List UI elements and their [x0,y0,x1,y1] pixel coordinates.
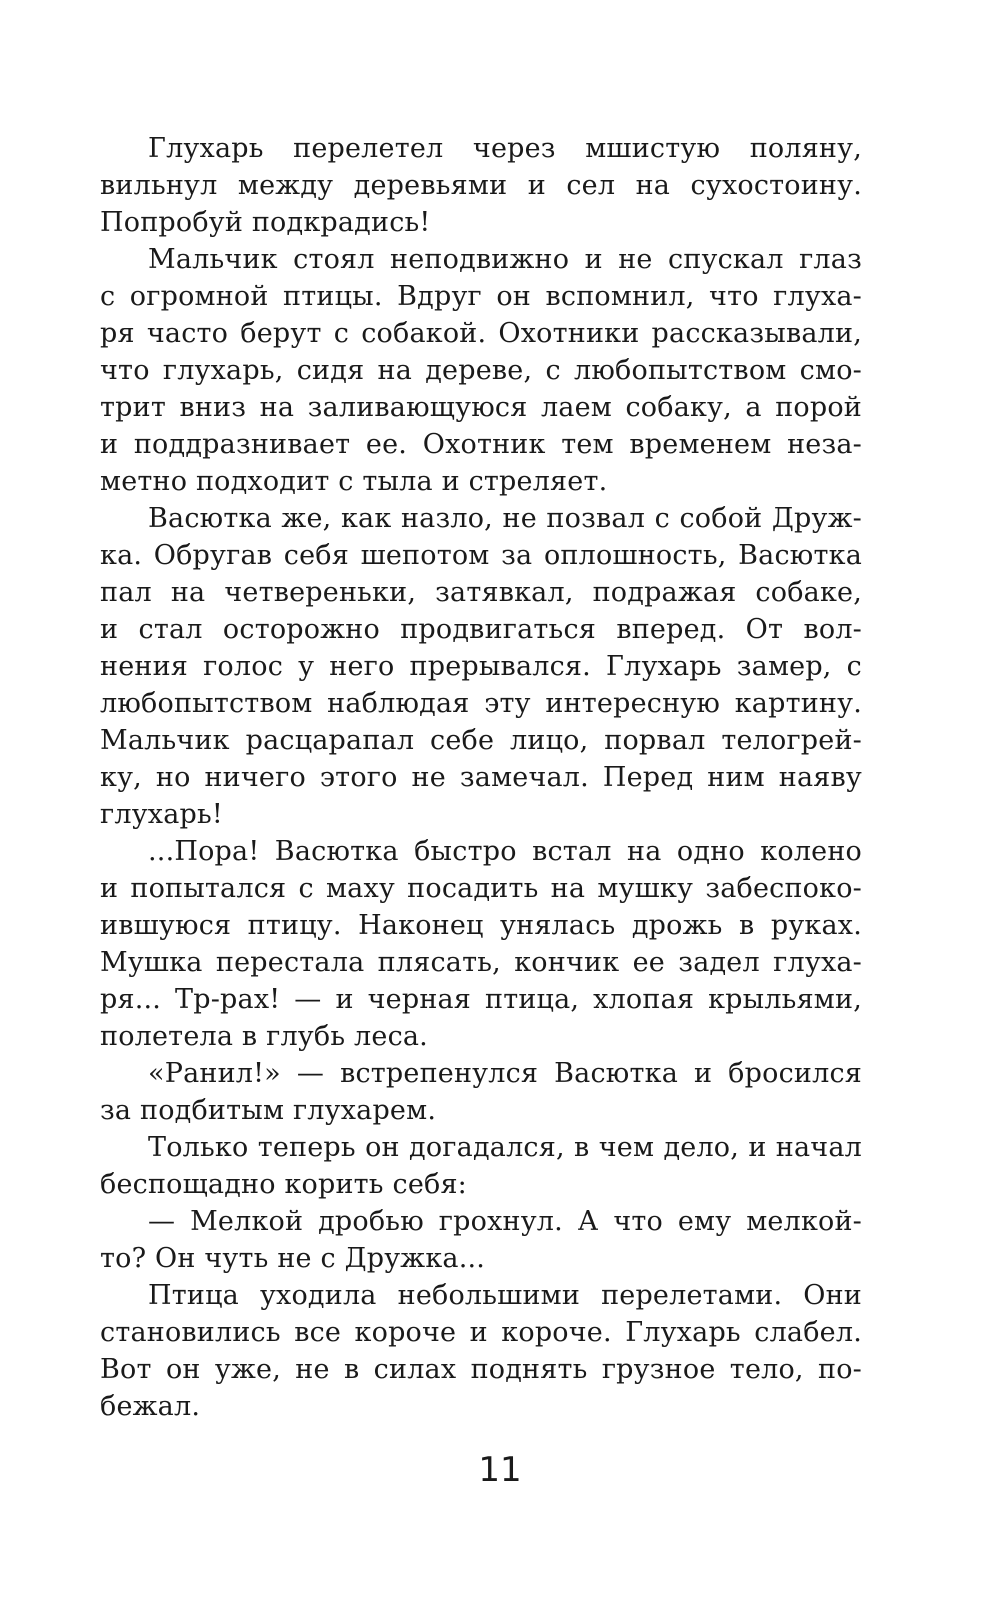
text-line: пал на четвереньки, затявкал, подражая собаке, [100,577,862,608]
text-line: и попытался с маху посадить на мушку забеспоко- [100,873,862,904]
text-line: с огромной птицы. Вдруг он вспомнил, что глуха- [100,281,862,312]
text-line: Васютка же, как назло, не позвал с собой Друж- [148,503,862,534]
text-line: ...Пора! Васютка быстро встал на одно колено [148,836,862,867]
text-line: Попробуй подкрадись! [100,207,431,238]
text-line: ившуюся птицу. Наконец унялась дрожь в руках. [100,910,862,941]
text-line: полетела в глубь леса. [100,1021,428,1052]
text-line: Только теперь он догадался, в чем дело, и начал [148,1132,862,1163]
page-number: 11 [478,1450,522,1490]
text-line: за подбитым глухарем. [100,1095,437,1126]
text-line: что глухарь, сидя на дереве, с любопытством смо- [100,355,862,386]
text-line: Птица уходила небольшими перелетами. Они [148,1280,862,1311]
text-line: «Ранил!» — встрепенулся Васютка и бросился [148,1058,862,1089]
body-text [100,130,862,1425]
text-line: Глухарь перелетел через мшистую поляну, [148,133,862,164]
text-line: нения голос у него прерывался. Глухарь замер, с [100,651,862,682]
text-line: ка. Обругав себя шепотом за оплошность, Васютка [100,540,862,571]
text-line: беспощадно корить себя: [100,1169,467,1200]
text-line: становились все короче и короче. Глухарь слабел. [100,1317,862,1348]
text-line: ря... Тр-рах! — и черная птица, хлопая крыльями, [100,984,862,1015]
text-line: Вот он уже, не в силах поднять грузное тело, по- [100,1354,862,1385]
text-line: метно подходит с тыла и стреляет. [100,466,608,497]
text-line: — Мелкой дробью грохнул. А что ему мелкой- [148,1206,862,1237]
text-line: любопытством наблюдая эту интересную картину. [100,688,862,719]
text-line: ку, но ничего этого не замечал. Перед ним наяву [100,762,862,793]
text-line: Мальчик расцарапал себе лицо, порвал телогрей- [100,725,862,756]
text-line: и поддразнивает ее. Охотник тем временем неза- [100,429,862,460]
text-line: ря часто берут с собакой. Охотники рассказывали, [100,318,862,349]
text-line: и стал осторожно продвигаться вперед. От вол- [100,614,862,645]
text-line: то? Он чуть не с Дружка... [100,1243,486,1274]
text-line: Мальчик стоял неподвижно и не спускал глаз [148,244,862,275]
text-line: бежал. [100,1391,201,1422]
text-line: трит вниз на заливающуюся лаем собаку, а порой [100,392,862,423]
text-line: Мушка перестала плясать, кончик ее задел глуха- [100,947,862,978]
text-line: глухарь! [100,799,223,830]
text-line: вильнул между деревьями и сел на сухостоину. [100,170,862,201]
